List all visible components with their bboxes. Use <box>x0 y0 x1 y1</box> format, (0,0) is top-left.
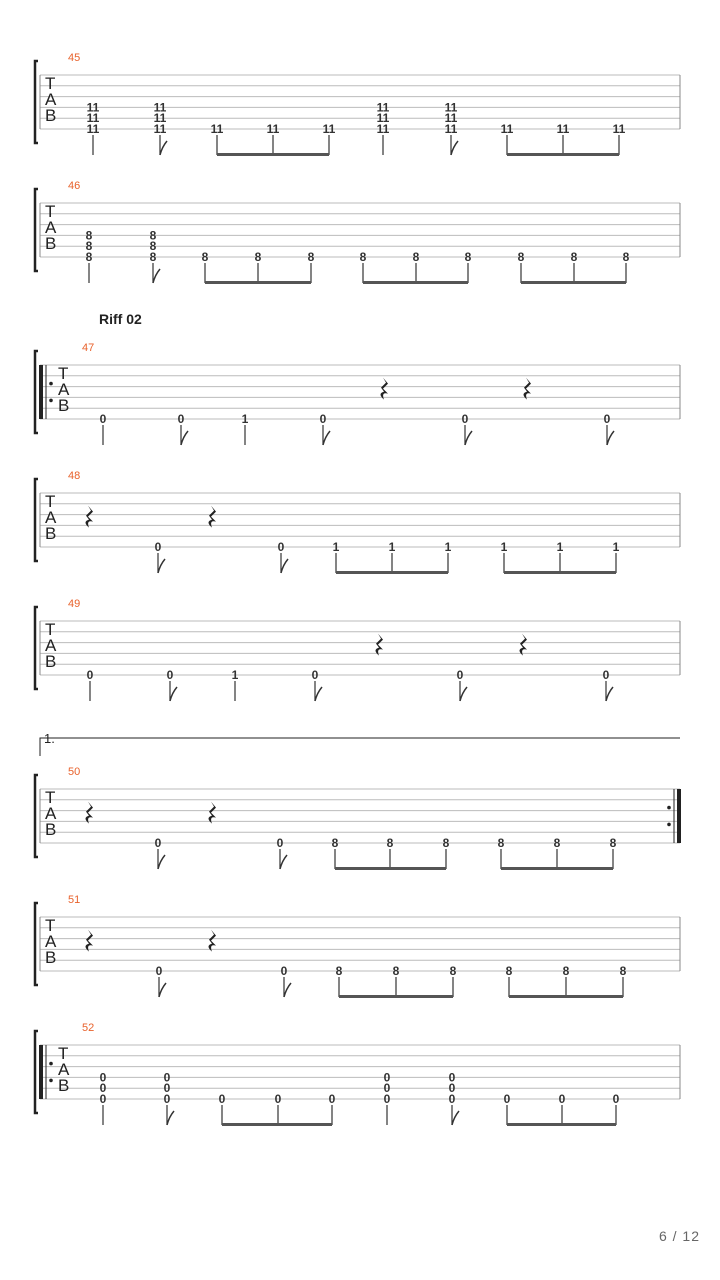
fret-number: 0 <box>448 1070 456 1085</box>
eighth-flag <box>323 431 330 445</box>
tab-clef-letter: T <box>58 364 69 383</box>
tab-system-46 <box>35 180 680 284</box>
volta-bracket <box>40 738 680 756</box>
fret-number: 8 <box>517 250 525 264</box>
eighth-beam <box>509 995 623 998</box>
fret-number: 1 <box>241 412 249 426</box>
fret-number: 11 <box>444 122 458 136</box>
eighth-flag <box>160 141 167 155</box>
fret-number: 11 <box>153 122 167 136</box>
volta-label: 1. <box>44 731 55 746</box>
eighth-flag <box>158 855 165 869</box>
fret-number: 8 <box>553 836 561 850</box>
eighth-flag <box>280 855 287 869</box>
system-bracket <box>35 61 38 143</box>
fret-number: 11 <box>612 122 626 136</box>
fret-number: 11 <box>500 122 514 136</box>
tab-clef-letter: T <box>45 74 56 93</box>
quarter-rest <box>86 802 94 824</box>
fret-number: 1 <box>231 668 239 682</box>
fret-number: 8 <box>331 836 339 850</box>
eighth-flag <box>153 269 160 283</box>
eighth-flag <box>281 559 288 573</box>
fret-number: 0 <box>154 836 162 850</box>
eighth-flag <box>460 687 467 701</box>
eighth-beam <box>222 1123 332 1126</box>
eighth-beam <box>335 867 446 870</box>
fret-number: 8 <box>412 250 420 264</box>
tab-clef-letter: B <box>45 106 57 125</box>
tab-clef-letter: A <box>58 380 70 399</box>
eighth-beam <box>507 153 619 156</box>
fret-number: 0 <box>603 412 611 426</box>
fret-number: 8 <box>442 836 450 850</box>
measure-number: 47 <box>82 342 95 354</box>
fret-number: 1 <box>612 540 620 554</box>
repeat-dot <box>49 1062 53 1066</box>
eighth-beam <box>501 867 613 870</box>
eighth-beam <box>339 995 453 998</box>
tab-clef-letter: A <box>45 90 57 109</box>
fret-number: 0 <box>328 1092 336 1106</box>
fret-number: 1 <box>556 540 564 554</box>
fret-number: 0 <box>274 1092 282 1106</box>
fret-number: 8 <box>464 250 472 264</box>
system-bracket <box>35 479 38 561</box>
fret-number: 0 <box>177 412 185 426</box>
fret-number: 1 <box>332 540 340 554</box>
tab-clef-letter: B <box>45 948 57 967</box>
measure-number: 50 <box>68 766 81 778</box>
fret-number: 0 <box>99 1081 107 1096</box>
fret-number: 0 <box>276 836 284 850</box>
fret-number: 0 <box>383 1092 391 1106</box>
repeat-start-thick-bar <box>39 1045 43 1099</box>
eighth-flag <box>181 431 188 445</box>
measure-number: 48 <box>68 470 81 482</box>
eighth-flag <box>452 1111 459 1125</box>
tab-clef-letter: B <box>45 234 57 253</box>
system-bracket <box>35 1031 38 1113</box>
eighth-flag <box>451 141 458 155</box>
tab-clef-letter: B <box>58 396 70 415</box>
eighth-flag <box>465 431 472 445</box>
eighth-beam <box>521 281 626 284</box>
fret-number: 11 <box>210 122 224 136</box>
quarter-rest <box>86 506 94 528</box>
eighth-flag <box>284 983 291 997</box>
fret-number: 0 <box>612 1092 620 1106</box>
quarter-rest <box>209 506 217 528</box>
measure-number: 51 <box>68 894 81 906</box>
fret-number: 8 <box>562 964 570 978</box>
fret-number: 8 <box>201 250 209 264</box>
fret-number: 11 <box>376 100 390 115</box>
fret-number: 8 <box>622 250 630 264</box>
tab-clef-letter: T <box>45 492 56 511</box>
fret-number: 0 <box>448 1092 456 1106</box>
fret-number: 0 <box>383 1081 391 1096</box>
tab-clef-letter: A <box>58 1060 70 1079</box>
tab-clef-letter: B <box>45 652 57 671</box>
eighth-beam <box>363 281 468 284</box>
fret-number: 11 <box>376 111 390 126</box>
fret-number: 8 <box>570 250 578 264</box>
tab-clef-letter: A <box>45 932 57 951</box>
measure-number: 45 <box>68 52 81 64</box>
fret-number: 8 <box>149 250 157 264</box>
repeat-dot <box>49 382 53 386</box>
tab-clef-letter: A <box>45 508 57 527</box>
tab-system-52 <box>35 1022 680 1126</box>
eighth-beam <box>336 571 448 574</box>
tab-system-48 <box>35 470 680 574</box>
fret-number: 8 <box>85 228 93 243</box>
fret-number: 0 <box>456 668 464 682</box>
tab-clef-letter: T <box>45 620 56 639</box>
fret-number: 0 <box>163 1081 171 1096</box>
system-bracket <box>35 607 38 689</box>
eighth-beam <box>504 571 616 574</box>
fret-number: 11 <box>266 122 280 136</box>
fret-number: 0 <box>448 1081 456 1096</box>
fret-number: 11 <box>376 122 390 136</box>
repeat-start-thick-bar <box>39 365 43 419</box>
system-bracket <box>35 903 38 985</box>
eighth-flag <box>167 1111 174 1125</box>
fret-number: 0 <box>154 540 162 554</box>
system-bracket <box>35 351 38 433</box>
tab-clef-letter: B <box>58 1076 70 1095</box>
tab-clef-letter: T <box>58 1044 69 1063</box>
eighth-flag <box>158 559 165 573</box>
fret-number: 0 <box>86 668 94 682</box>
eighth-beam <box>217 153 329 156</box>
eighth-flag <box>606 687 613 701</box>
fret-number: 0 <box>383 1070 391 1085</box>
tab-system-47 <box>35 342 680 445</box>
fret-number: 8 <box>85 239 93 254</box>
eighth-flag <box>170 687 177 701</box>
quarter-rest <box>209 930 217 952</box>
repeat-dot <box>667 806 671 810</box>
system-bracket <box>35 189 38 271</box>
fret-number: 8 <box>449 964 457 978</box>
fret-number: 11 <box>153 100 167 115</box>
tab-clef-letter: T <box>45 202 56 221</box>
fret-number: 11 <box>556 122 570 136</box>
fret-number: 0 <box>218 1092 226 1106</box>
fret-number: 11 <box>86 122 100 136</box>
quarter-rest <box>376 634 384 656</box>
repeat-end-thick-bar <box>677 789 681 843</box>
fret-number: 0 <box>280 964 288 978</box>
eighth-beam <box>507 1123 616 1126</box>
fret-number: 1 <box>444 540 452 554</box>
eighth-flag <box>315 687 322 701</box>
fret-number: 8 <box>335 964 343 978</box>
fret-number: 8 <box>497 836 505 850</box>
fret-number: 0 <box>99 1070 107 1085</box>
fret-number: 8 <box>254 250 262 264</box>
fret-number: 8 <box>619 964 627 978</box>
repeat-dot <box>49 1079 53 1083</box>
fret-number: 0 <box>163 1092 171 1106</box>
fret-number: 8 <box>149 228 157 243</box>
tab-system-49 <box>35 598 680 701</box>
quarter-rest <box>381 378 389 400</box>
tab-system-51 <box>35 894 680 998</box>
fret-number: 11 <box>444 111 458 126</box>
fret-number: 0 <box>311 668 319 682</box>
fret-number: 0 <box>558 1092 566 1106</box>
repeat-dot <box>49 399 53 403</box>
quarter-rest <box>524 378 532 400</box>
fret-number: 8 <box>386 836 394 850</box>
tab-system-45 <box>35 52 680 156</box>
tab-clef-letter: A <box>45 636 57 655</box>
fret-number: 8 <box>307 250 315 264</box>
fret-number: 0 <box>99 412 107 426</box>
tab-system-50 <box>35 766 681 870</box>
tab-clef-letter: T <box>45 916 56 935</box>
fret-number: 1 <box>500 540 508 554</box>
tab-clef-letter: B <box>45 820 57 839</box>
eighth-beam <box>205 281 311 284</box>
fret-number: 8 <box>85 250 93 264</box>
fret-number: 0 <box>163 1070 171 1085</box>
fret-number: 8 <box>149 239 157 254</box>
fret-number: 0 <box>99 1092 107 1106</box>
system-bracket <box>35 775 38 857</box>
eighth-flag <box>159 983 166 997</box>
fret-number: 0 <box>461 412 469 426</box>
fret-number: 8 <box>505 964 513 978</box>
fret-number: 0 <box>277 540 285 554</box>
fret-number: 11 <box>86 100 100 115</box>
tab-clef-letter: A <box>45 804 57 823</box>
measure-number: 52 <box>82 1022 95 1034</box>
fret-number: 0 <box>319 412 327 426</box>
fret-number: 11 <box>153 111 167 126</box>
fret-number: 0 <box>602 668 610 682</box>
fret-number: 11 <box>86 111 100 126</box>
repeat-dot <box>667 823 671 827</box>
fret-number: 11 <box>444 100 458 115</box>
fret-number: 1 <box>388 540 396 554</box>
tab-clef-letter: A <box>45 218 57 237</box>
fret-number: 0 <box>155 964 163 978</box>
quarter-rest <box>520 634 528 656</box>
quarter-rest <box>86 930 94 952</box>
fret-number: 0 <box>503 1092 511 1106</box>
tab-clef-letter: T <box>45 788 56 807</box>
fret-number: 11 <box>322 122 336 136</box>
page-indicator: 6 / 12 <box>658 1228 700 1244</box>
tab-clef-letter: B <box>45 524 57 543</box>
fret-number: 8 <box>392 964 400 978</box>
fret-number: 0 <box>166 668 174 682</box>
fret-number: 8 <box>359 250 367 264</box>
section-label: Riff 02 <box>99 311 142 327</box>
fret-number: 8 <box>609 836 617 850</box>
measure-number: 46 <box>68 180 81 192</box>
measure-number: 49 <box>68 598 81 610</box>
quarter-rest <box>209 802 217 824</box>
eighth-flag <box>607 431 614 445</box>
